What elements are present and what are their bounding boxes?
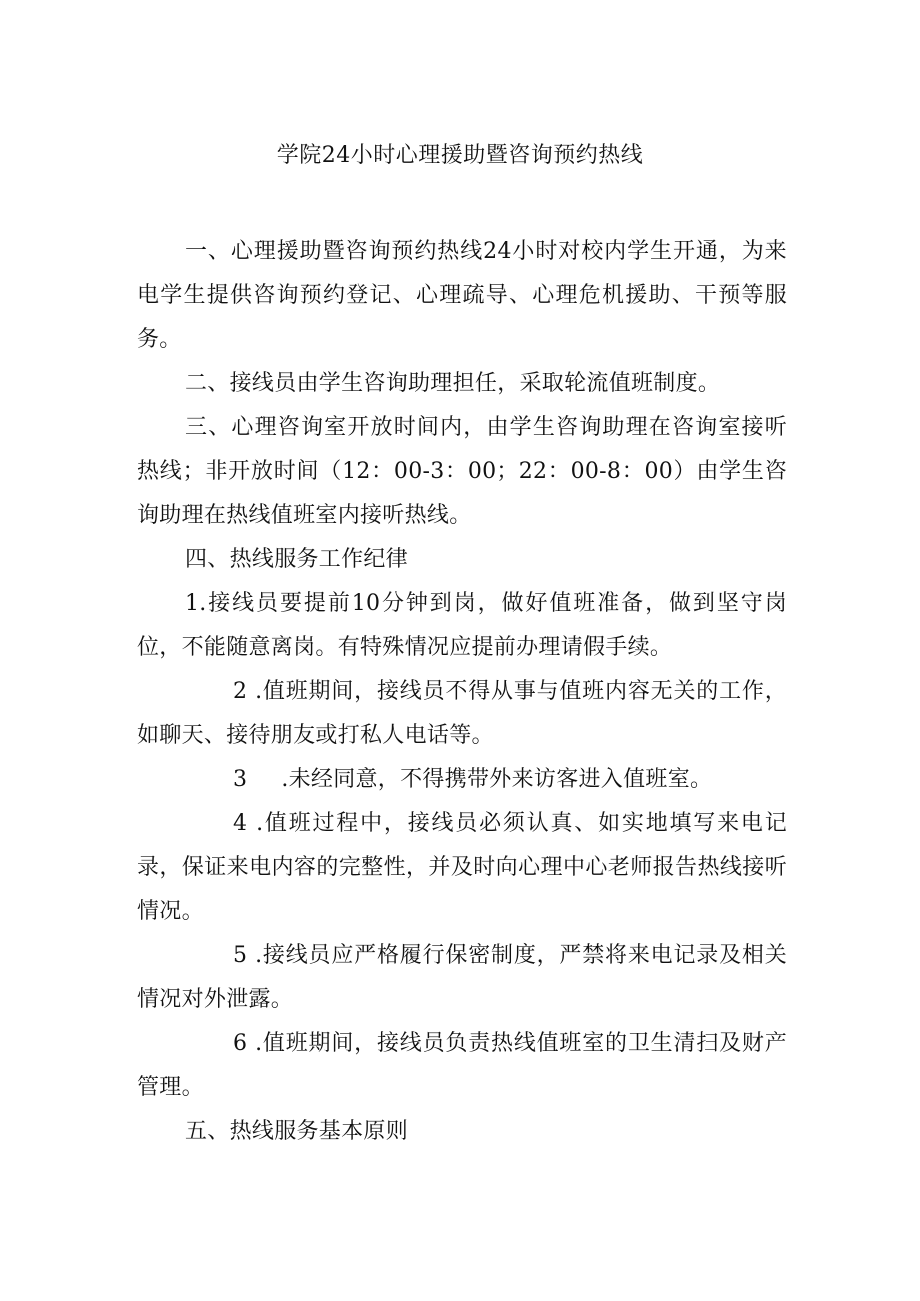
rule-item-text: .值班过程中，接线员必须认真、如实地填写来电记录，保证来电内容的完整性，并及时向心理中心老师报告热线接听情况。	[137, 811, 787, 924]
paragraph-1: 一、心理援助暨咨询预约热线24小时对校内学生开通，为来电学生提供咨询预约登记、心理疏导、心理危机援助、干预等服务。	[137, 239, 787, 352]
rule-item-number: 4	[233, 811, 248, 836]
paragraph-4-heading: 四、热线服务工作纪律	[185, 547, 409, 572]
rule-item-text: .值班期间，接线员不得从事与值班内容无关的工作，如聊天、接待朋友或打私人电话等。	[137, 679, 787, 748]
paragraph-2: 二、接线员由学生咨询助理担任，采取轮流值班制度。	[185, 371, 721, 396]
rule-item-number: 3	[233, 767, 248, 792]
rule-item-6	[137, 1022, 787, 1110]
rule-item-1: 1.接线员要提前10分钟到岗，做好值班准备，做到坚守岗位，不能随意离岗。有特殊情况应提前办理请假手续。	[137, 591, 787, 660]
section-five-heading: 五、热线服务基本原则	[185, 1119, 409, 1144]
rule-item-5	[137, 934, 787, 1022]
rule-item-number: 5	[233, 943, 248, 968]
rule-item-4	[137, 802, 787, 934]
document-body	[137, 230, 787, 1154]
rule-item-text: .未经同意，不得携带外来访客进入值班室。	[281, 767, 713, 792]
rule-item-text: .接线员应严格履行保密制度，严禁将来电记录及相关情况对外泄露。	[137, 943, 787, 1012]
rule-item-number: 6	[233, 1031, 248, 1056]
rule-item-number: 2	[233, 679, 248, 704]
rule-item-2	[137, 670, 787, 758]
rule-item-text: .值班期间，接线员负责热线值班室的卫生清扫及财产管理。	[137, 1031, 787, 1100]
rule-item-3	[137, 758, 787, 802]
document-title: 学院24小时心理援助暨咨询预约热线	[276, 143, 644, 168]
paragraph-3: 三、心理咨询室开放时间内，由学生咨询助理在咨询室接听热线；非开放时间（12：00-3：00；22：00-8：00）由学生咨询助理在热线值班室内接听热线。	[137, 415, 787, 528]
